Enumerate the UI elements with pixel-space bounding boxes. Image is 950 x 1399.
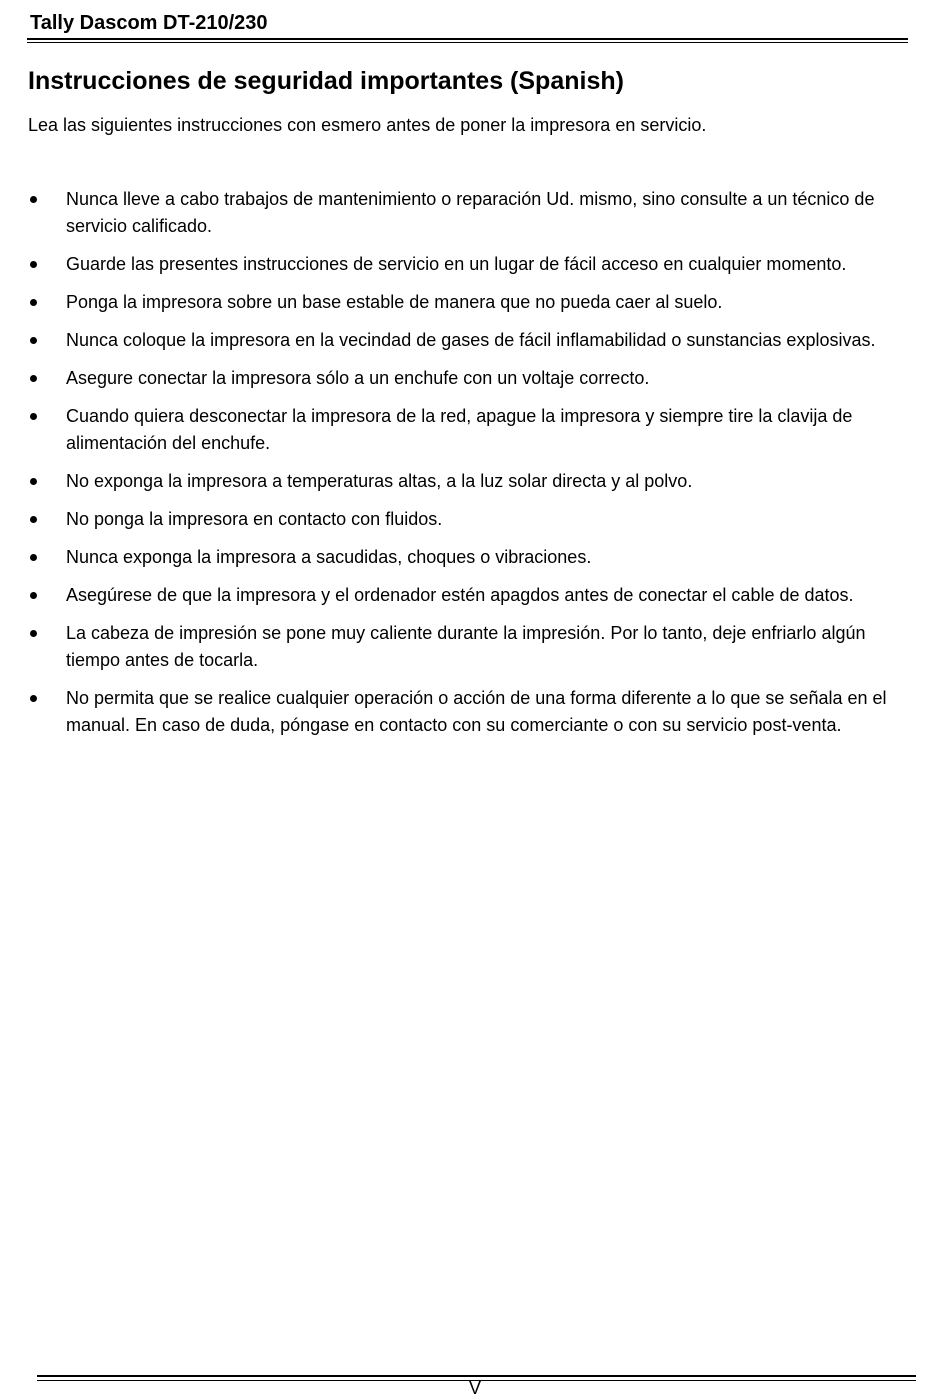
bullet-icon xyxy=(30,261,37,268)
list-item xyxy=(28,289,920,316)
list-item xyxy=(28,186,920,240)
header-rule xyxy=(27,38,908,40)
bullet-icon xyxy=(30,516,37,523)
bullet-icon xyxy=(30,413,37,420)
list-item xyxy=(28,544,920,571)
bullet-icon xyxy=(30,592,37,599)
list-item xyxy=(28,582,920,609)
safety-instructions-list xyxy=(28,186,920,750)
list-item xyxy=(28,327,920,354)
header-title: Tally Dascom DT-210/230 xyxy=(30,12,268,34)
list-item-text: Asegure conectar la impresora sólo a un enchufe con un voltaje correcto. xyxy=(66,368,650,388)
bullet-icon xyxy=(30,554,37,561)
list-item xyxy=(28,620,920,674)
list-item-text: Asegúrese de que la impresora y el ordenador estén apagdos antes de conectar el cable de datos. xyxy=(66,585,854,605)
bullet-icon xyxy=(30,299,37,306)
list-item-text: Guarde las presentes instrucciones de servicio en un lugar de fácil acceso en cualquier momento. xyxy=(66,254,847,274)
list-item-text: No permita que se realice cualquier operación o acción de una forma diferente a lo que se señala en el manual. En caso de duda, póngase en contacto con su comerciante o con su servicio post-venta. xyxy=(66,688,887,735)
list-item-text: No ponga la impresora en contacto con fluidos. xyxy=(66,509,443,529)
list-item xyxy=(28,685,920,739)
list-item xyxy=(28,403,920,457)
list-item-text: Cuando quiera desconectar la impresora de la red, apague la impresora y siempre tire la clavija de alimentación del enchufe. xyxy=(66,406,853,453)
bullet-icon xyxy=(30,196,37,203)
bullet-icon xyxy=(30,478,37,485)
list-item xyxy=(28,251,920,278)
bullet-icon xyxy=(30,630,37,637)
list-item xyxy=(28,506,920,533)
list-item-text: Nunca exponga la impresora a sacudidas, choques o vibraciones. xyxy=(66,547,592,567)
bullet-icon xyxy=(30,375,37,382)
list-item-text: La cabeza de impresión se pone muy caliente durante la impresión. Por lo tanto, deje enfriarlo algún tiempo antes de tocarla. xyxy=(66,623,866,670)
page-number: V xyxy=(468,1378,481,1398)
list-item-text: Ponga la impresora sobre un base estable de manera que no pueda caer al suelo. xyxy=(66,292,723,312)
list-item xyxy=(28,365,920,392)
bullet-icon xyxy=(30,337,37,344)
list-item-text: Nunca coloque la impresora en la vecindad de gases de fácil inflamabilidad o sunstancias explosivas. xyxy=(66,330,876,350)
page-title: Instrucciones de seguridad importantes (Spanish) xyxy=(28,67,624,95)
header-rule-thin xyxy=(27,42,908,43)
list-item xyxy=(28,468,920,495)
list-item-text: No exponga la impresora a temperaturas altas, a la luz solar directa y al polvo. xyxy=(66,471,693,491)
list-item-text: Nunca lleve a cabo trabajos de mantenimiento o reparación Ud. mismo, sino consulte a un técnico de servicio calificado. xyxy=(66,189,875,236)
footer-rule xyxy=(37,1375,916,1377)
intro-text: Lea las siguientes instrucciones con esmero antes de poner la impresora en servicio. xyxy=(28,115,707,135)
bullet-icon xyxy=(30,695,37,702)
